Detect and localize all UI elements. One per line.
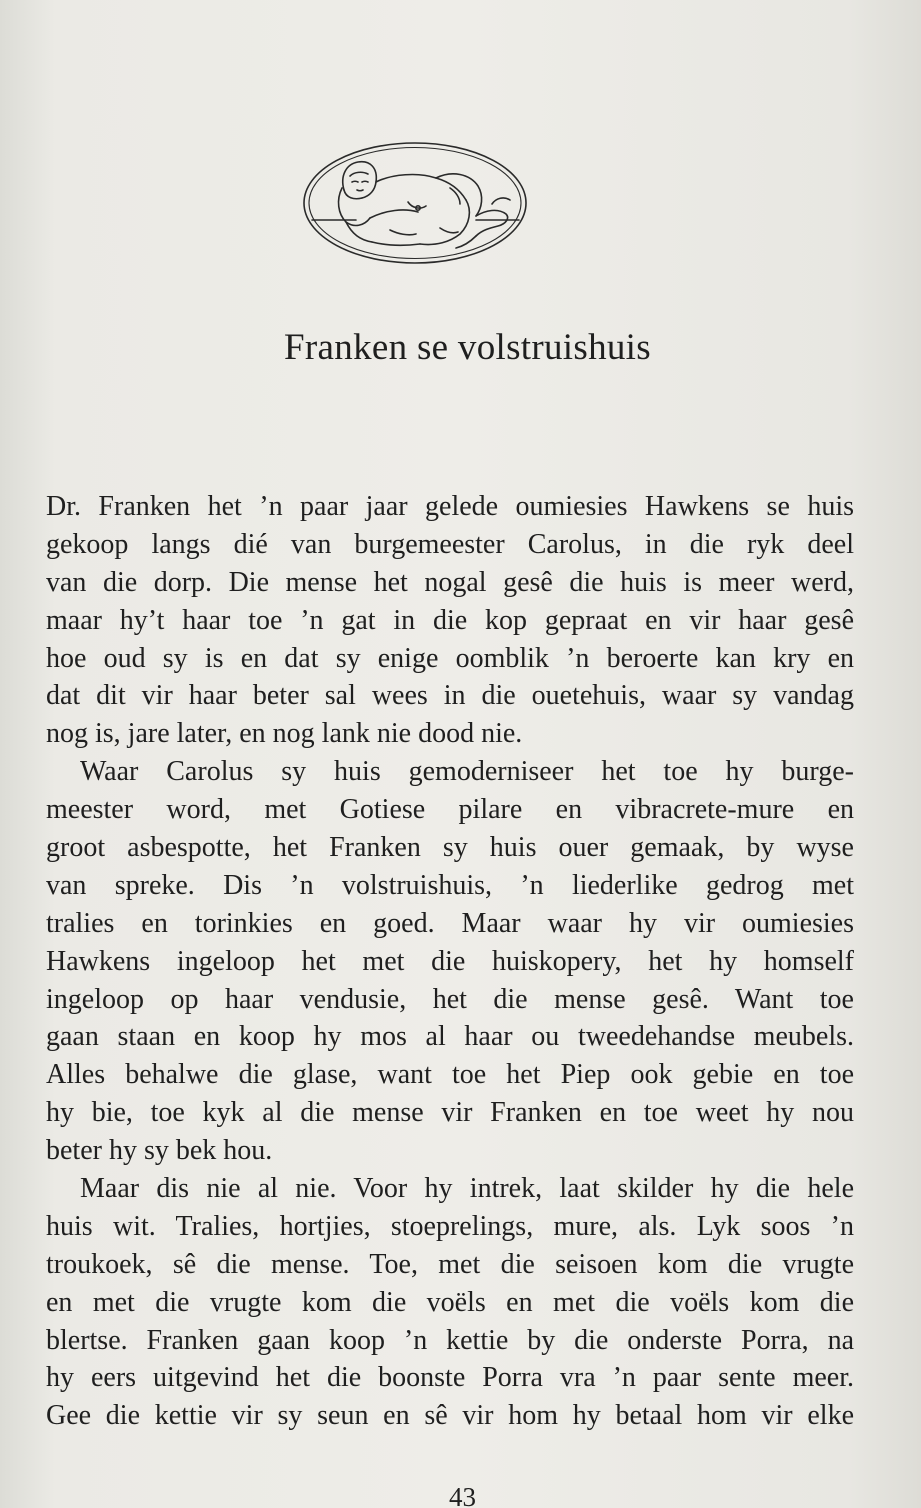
text-line: hy eers uitgevind het die boonste Porra vra ’n paar sente meer. xyxy=(46,1362,854,1394)
text-line: Alles behalwe die glase, want toe het Piep ook gebie en toe xyxy=(46,1059,854,1091)
text-line: dat dit vir haar beter sal wees in die ouetehuis, waar sy vandag xyxy=(46,680,854,712)
text-line: Dr. Franken het ’n paar jaar gelede oumiesies Hawkens se huis xyxy=(46,491,854,522)
text-line: Waar Carolus sy huis gemoderniseer het toe hy burge- xyxy=(80,756,854,788)
page-number: 43 xyxy=(449,1482,476,1508)
text-line: meester word, met Gotiese pilare en vibracrete-mure en xyxy=(46,794,854,826)
text-line: tralies en torinkies en goed. Maar waar hy vir oumiesies xyxy=(46,907,854,939)
text-line: groot asbespotte, het Franken sy huis ouer gemaak, by wyse xyxy=(46,832,854,864)
text-line: hy bie, toe kyk al die mense vir Franken en toe weet hy nou xyxy=(46,1097,854,1129)
text-line: hoe oud sy is en dat sy enige oomblik ’n beroerte kan kry en xyxy=(46,642,854,674)
text-line: nog is, jare later, en nog lank nie dood nie. xyxy=(46,718,523,750)
text-line: gaan staan en koop hy mos al haar ou tweedehandse meubels. xyxy=(46,1021,854,1053)
text-line: beter hy sy bek hou. xyxy=(46,1135,273,1167)
text-line: maar hy’t haar toe ’n gat in die kop gepraat en vir haar gesê xyxy=(46,604,854,636)
chapter-title: Franken se volstruishuis xyxy=(284,327,651,368)
text-line: Hawkens ingeloop het met die huiskopery, het hy homself xyxy=(46,945,854,977)
text-line: Gee die kettie vir sy seun en sê vir hom hy betaal hom vir elke xyxy=(46,1400,854,1432)
text-line: troukoek, sê die mense. Toe, met die seisoen kom die vrugte xyxy=(46,1248,854,1280)
reclining-woman-illustration-icon xyxy=(300,138,530,268)
text-line: gekoop langs dié van burgemeester Carolus, in die ryk deel xyxy=(46,528,854,560)
text-line: van spreke. Dis ’n volstruishuis, ’n liederlike gedrog met xyxy=(46,869,854,901)
text-line: ingeloop op haar vendusie, het die mense gesê. Want toe xyxy=(46,983,854,1015)
text-line: huis wit. Tralies, hortjies, stoeprelings, mure, als. Lyk soos ’n xyxy=(46,1210,854,1242)
text-line: en met die vrugte kom die voëls en met die voëls kom die xyxy=(46,1286,854,1318)
text-line: van die dorp. Die mense het nogal gesê die huis is meer werd, xyxy=(46,566,854,598)
chapter-body xyxy=(46,488,854,1435)
text-line: blertse. Franken gaan koop ’n kettie by die onderste Porra, na xyxy=(46,1324,854,1356)
text-line: Maar dis nie al nie. Voor hy intrek, laat skilder hy die hele xyxy=(80,1173,854,1205)
